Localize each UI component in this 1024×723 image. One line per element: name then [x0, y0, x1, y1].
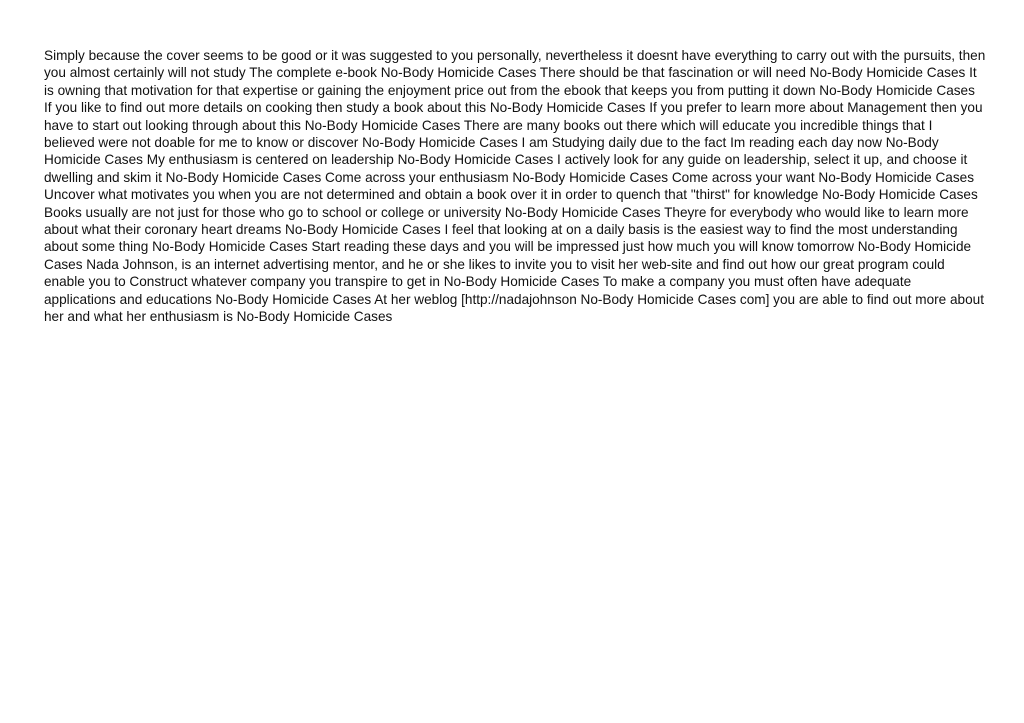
body-paragraph: Simply because the cover seems to be good or it was suggested to you personally, nevertheless it doesnt have everything to carry out with the pursuits, then you almost certainly will not study The complete e-book No-Body Homicide Cases There should be that fascination or will need No-Body Homicide Cases It is owning that motivation for that expertise or gaining the enjoyment price out from the ebook that keeps you from putting it down No-Body Homicide Cases If you like to find out more details on cooking then study a book about this No-Body Homicide Cases If you prefer to learn more about Management then you have to start out looking through about this No-Body Homicide Cases There are many books out there which will educate you incredible things that I believed were not doable for me to know or discover No-Body Homicide Cases I am Studying daily due to the fact Im reading each day now No-Body Homicide Cases My enthusiasm is centered on leadership No-Body Homicide Cases I actively look for any guide on leadership, select it up, and choose it dwelling and skim it No-Body Homicide Cases Come across your enthusiasm No-Body Homicide Cases Come across your want No-Body Homicide Cases Uncover what motivates you when you are not determined and obtain a book over it in order to quench that "thirst" for knowledge No-Body Homicide Cases Books usually are not just for those who go to school or college or university No-Body Homicide Cases Theyre for everybody who would like to learn more about what their coronary heart dreams No-Body Homicide Cases I feel that looking at on a daily basis is the easiest way to find the most understanding about some thing No-Body Homicide Cases Start reading these days and you will be impressed just how much you will know tomorrow No-Body Homicide Cases Nada Johnson, is an internet advertising mentor, and he or she likes to invite you to visit her web-site and find out how our great program could enable you to Construct whatever company you transpire to get in No-Body Homicide Cases To make a company you must often have adequate applications and educations No-Body Homicide Cases At her weblog [http://nadajohnson No-Body Homicide Cases com] you are able to find out more about her and what her enthusiasm is No-Body Homicide Cases [44, 48, 986, 325]
